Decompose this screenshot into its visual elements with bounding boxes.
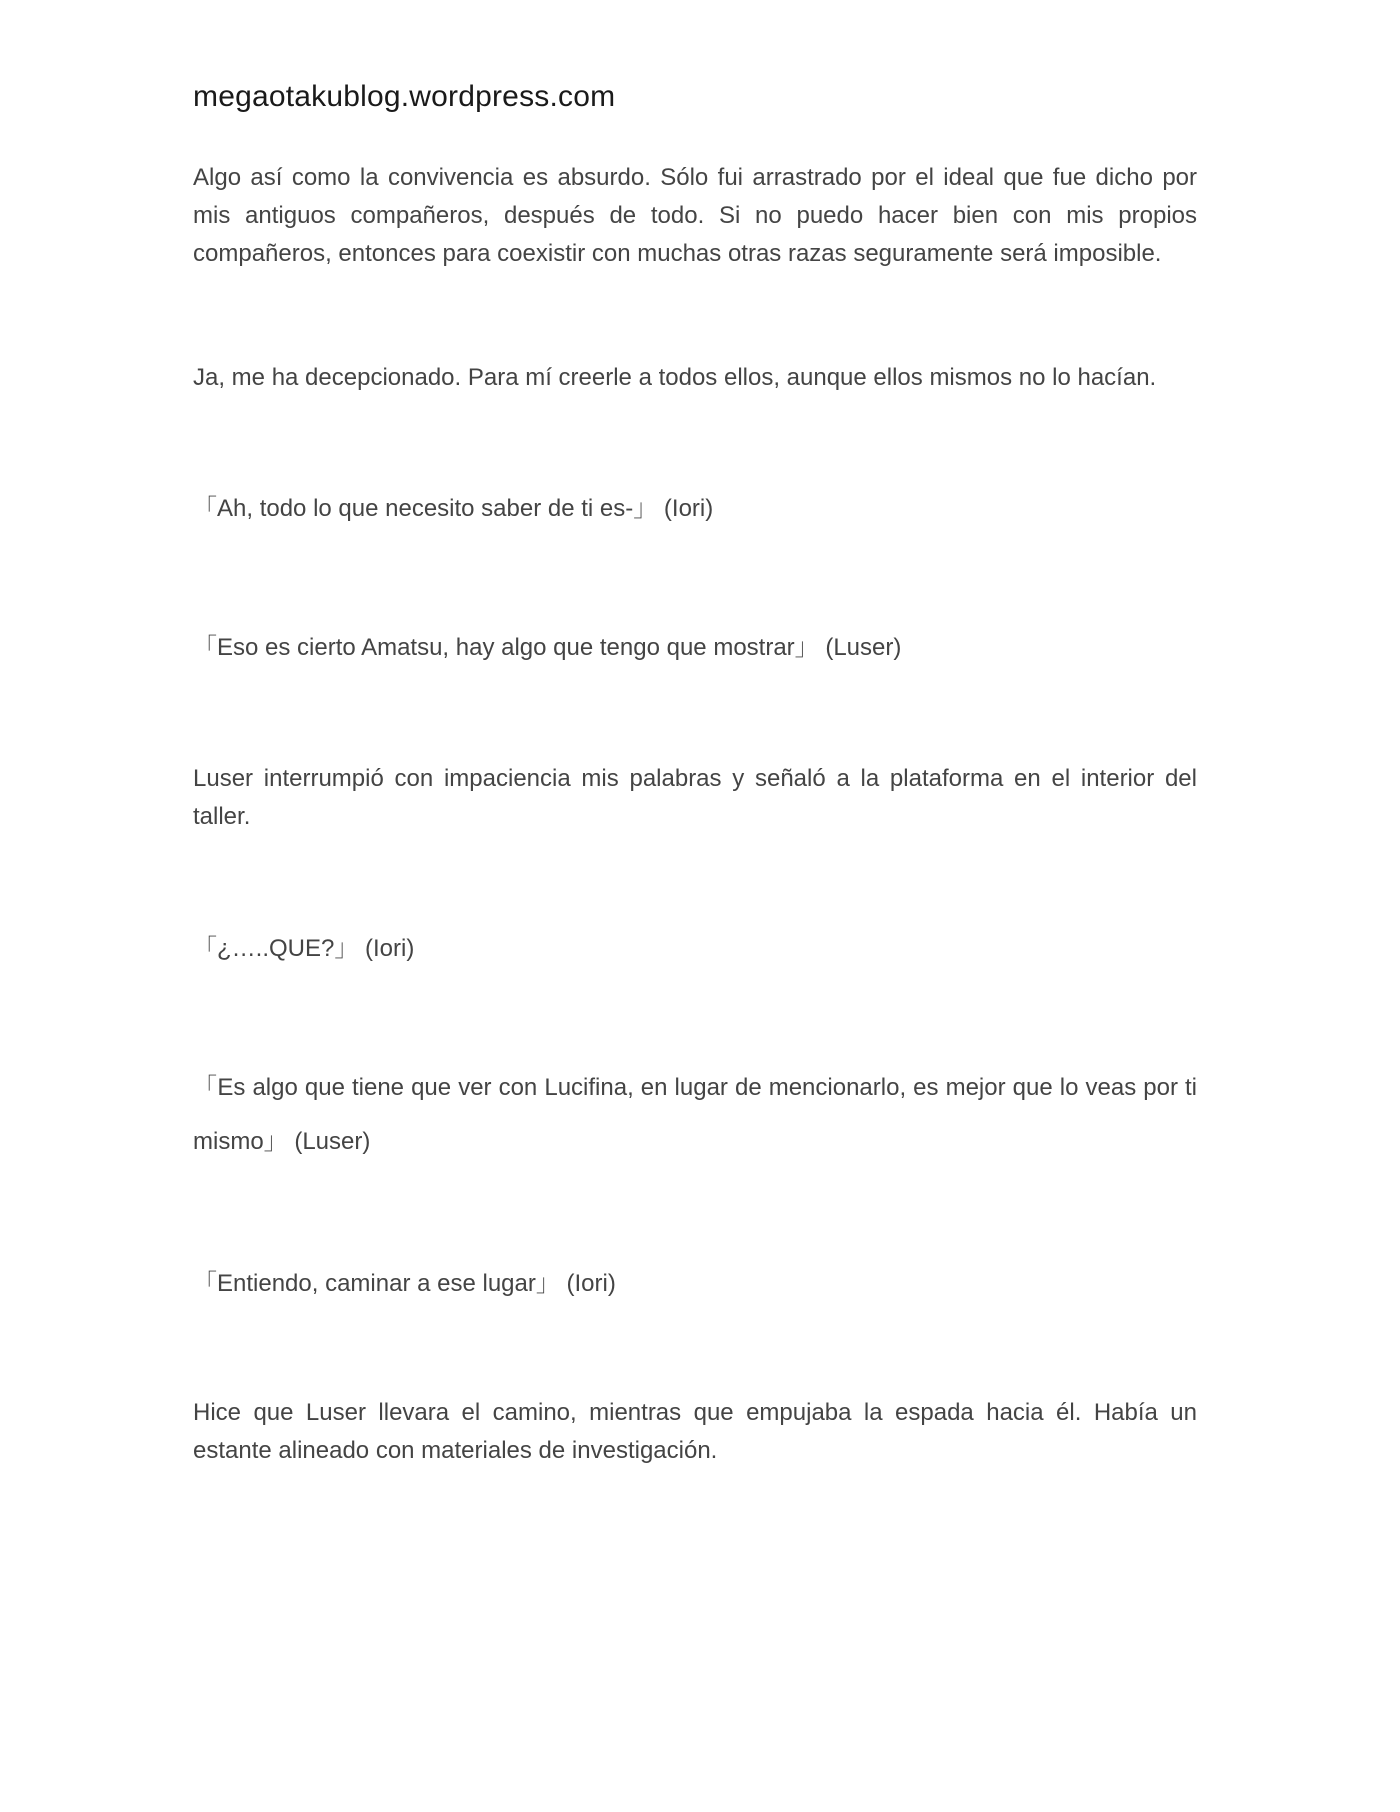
dialogue-line-1: 「Ah, todo lo que necesito saber de ti es-」 (Iori) [193,495,714,522]
dialogue-line-2: 「Eso es cierto Amatsu, hay algo que tengo que mostrar」 (Luser) [193,634,902,661]
dialogue-line-3: 「¿…..QUE?」 (Iori) [193,935,415,962]
paragraph-2: Ja, me ha decepcionado. Para mí creerle a todos ellos, aunque ellos mismos no lo hacían. [193,364,1157,391]
paragraph-3: Luser interrumpió con impaciencia mis palabras y señaló a la plataforma en el interior del taller. [193,765,1197,830]
dialogue-line-4: 「Es algo que tiene que ver con Lucifina, en lugar de mencionarlo, es mejor que lo veas por ti mismo」 (Luser) [193,1074,1197,1155]
paragraph-4: Hice que Luser llevara el camino, mientras que empujaba la espada hacia él. Había un estante alineado con materiales de investigación. [193,1399,1197,1464]
dialogue-line-5: 「Entiendo, caminar a ese lugar」 (Iori) [193,1270,616,1297]
paragraph-1: Algo así como la convivencia es absurdo. Sólo fui arrastrado por el ideal que fue dicho por mis antiguos compañeros, después de todo. Si no puedo hacer bien con mis propios compañeros, entonces para coexistir con muchas otras razas seguramente será imposible. [193,164,1197,267]
site-header: megaotakublog.wordpress.com [193,80,616,113]
